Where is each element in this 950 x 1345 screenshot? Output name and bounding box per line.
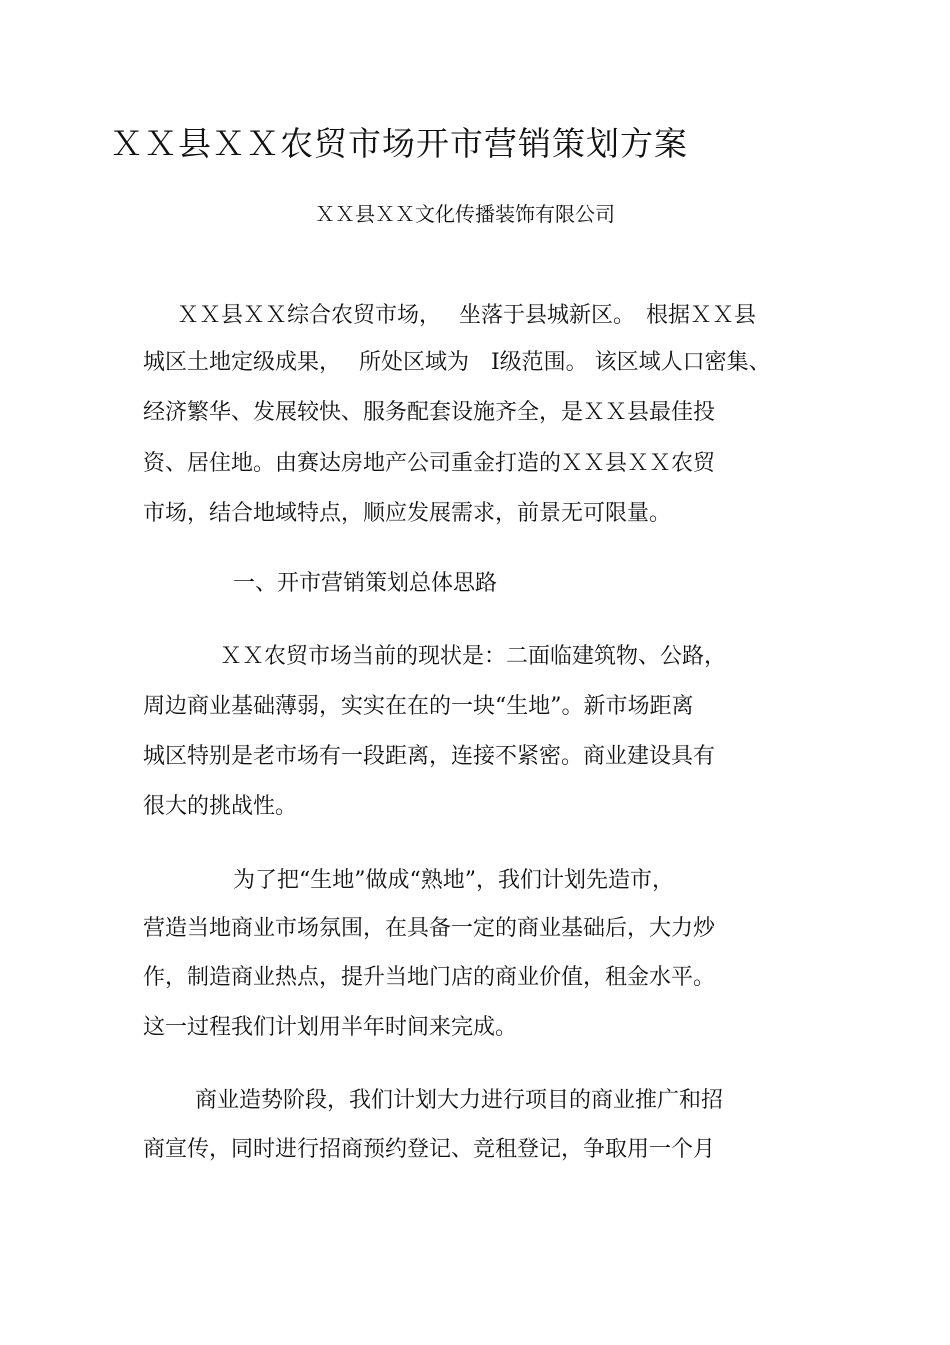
paragraph-2-line-2: 周边商业基础薄弱，实实在在的一块“生地”。新市场距离 — [143, 694, 694, 719]
paragraph-2-line-1: ＸＸ农贸市场当前的现状是：二面临建筑物、公路， — [220, 644, 727, 669]
document-title — [0, 121, 870, 167]
paragraph-1-line-5: 市场，结合地域特点，顺应发展需求，前景无可限量。 — [143, 501, 672, 526]
paragraph-1-line-4: 资、居住地。由赛达房地产公司重金打造的ＸＸ县ＸＸ农贸 — [143, 451, 716, 476]
document-title-text: ＸＸ县ＸＸ农贸市场开市营销策划方案 — [110, 124, 688, 163]
paragraph-1-line-1: ＸＸ县ＸＸ综合农贸市场， 坐落于县城新区。 根据ＸＸ县 — [177, 303, 756, 328]
paragraph-3-line-3: 作，制造商业热点，提升当地门店的商业价值，租金水平。 — [143, 965, 716, 990]
paragraph-2-line-3: 城区特别是老市场有一段距离，连接不紧密。商业建设具有 — [143, 744, 716, 769]
paragraph-4-line-1: 商业造势阶段，我们计划大力进行项目的商业推广和招 — [195, 1088, 724, 1113]
paragraph-4-line-2: 商宣传，同时进行招商预约登记、竞租登记，争取用一个月 — [143, 1137, 716, 1162]
document-subtitle: ＸＸ县ＸＸ文化传播装饰有限公司 — [315, 202, 615, 226]
paragraph-2-line-4: 很大的挑战性。 — [143, 794, 298, 819]
paragraph-3-line-4: 这一过程我们计划用半年时间来完成。 — [143, 1015, 518, 1040]
paragraph-3-line-2: 营造当地商业市场氛围，在具备一定的商业基础后，大力炒 — [143, 916, 716, 941]
paragraph-1-line-3: 经济繁华、发展较快、服务配套设施齐全，是ＸＸ县最佳投 — [143, 400, 716, 425]
paragraph-3-line-1: 为了把“生地”做成“熟地”，我们计划先造市， — [233, 868, 674, 893]
section-heading-1: 一、开市营销策划总体思路 — [233, 571, 498, 596]
paragraph-1-line-2: 城区土地定级成果， 所处区域为 Ⅰ级范围。 该区域人口密集、 — [143, 350, 771, 375]
